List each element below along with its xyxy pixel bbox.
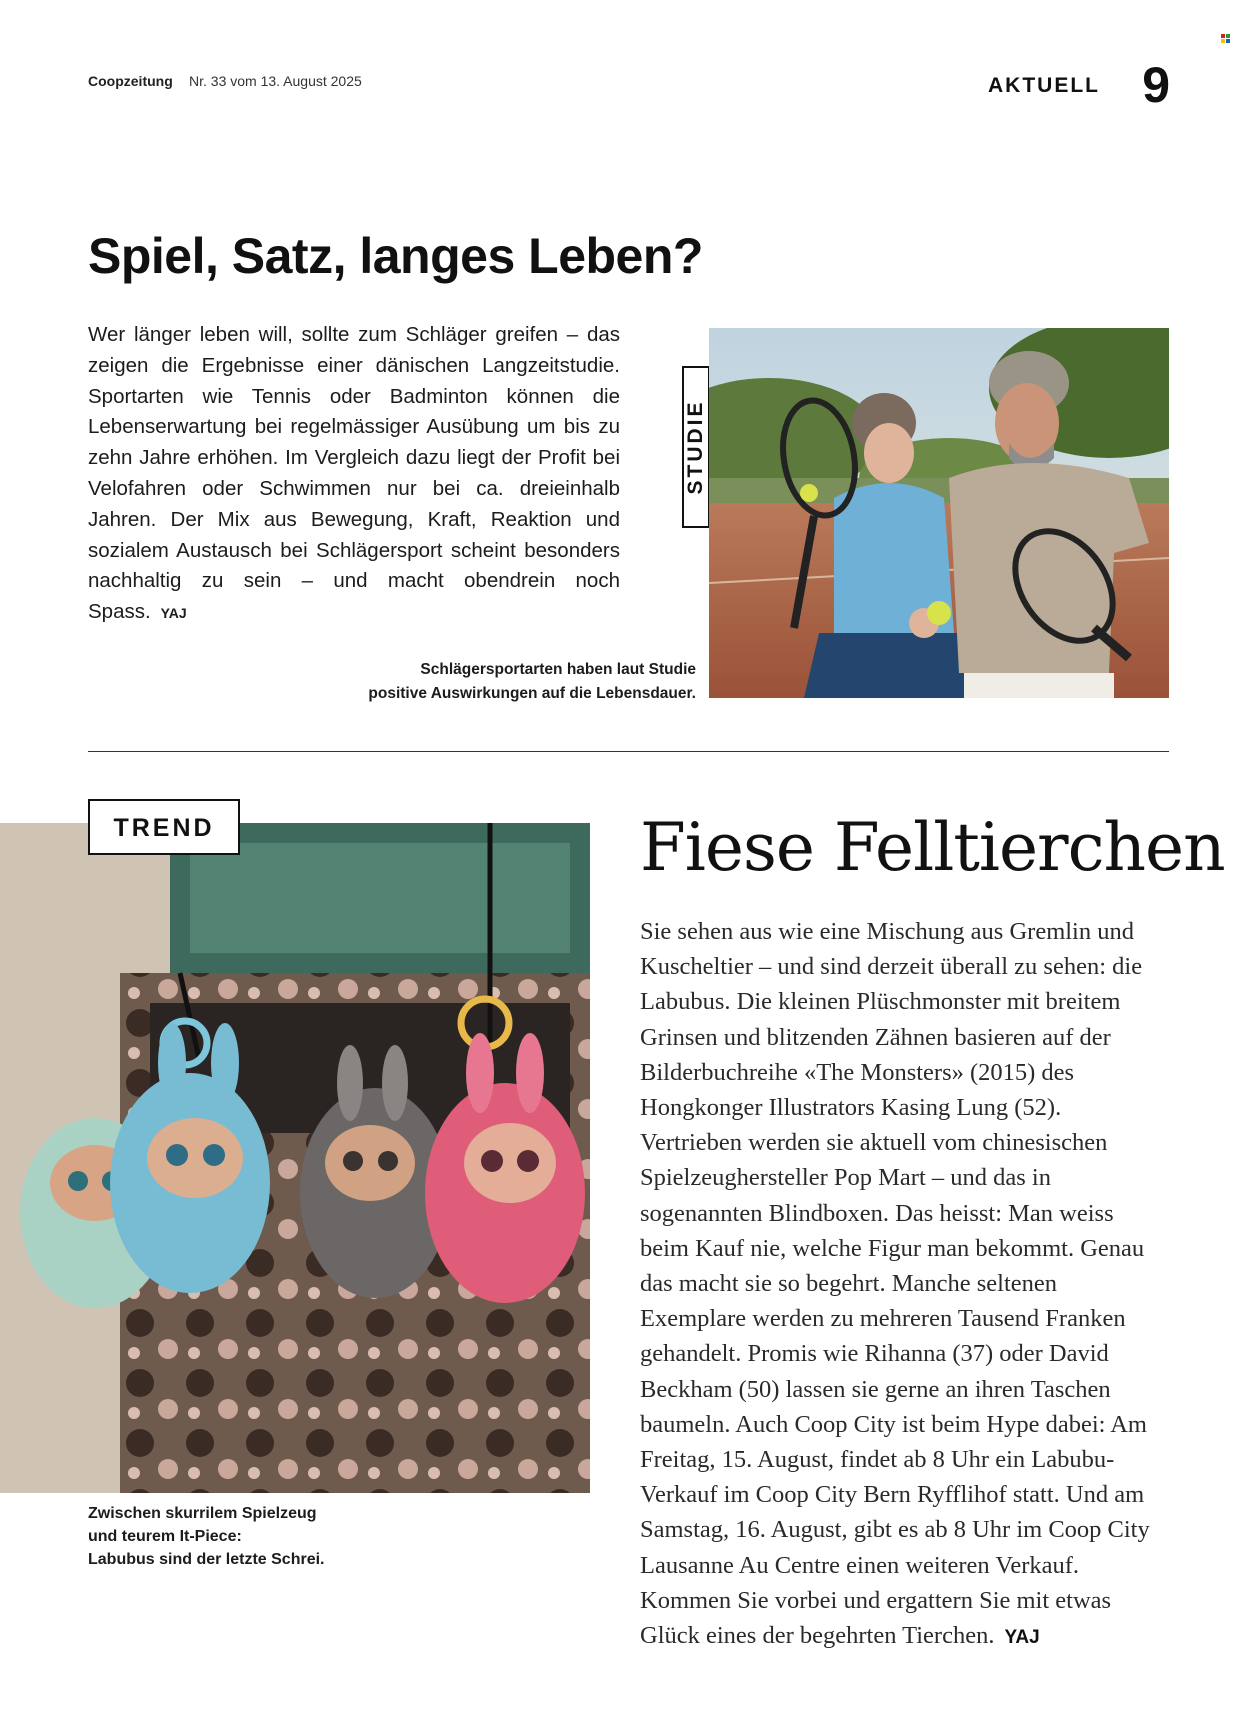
labubu-photo [0,823,590,1493]
article2-caption [88,1502,418,1571]
article2-caption-line2: und teurem It-Piece: [88,1528,242,1545]
article1-caption-line2: positive Auswirkungen auf die Lebensdauer. [368,685,696,702]
article1-caption [330,658,696,706]
tennis-photo-illustration [709,328,1169,698]
article2-caption-line1: Zwischen skurrilem Spielzeug [88,1505,317,1522]
section-title: AKTUELL [988,74,1100,97]
section-divider [88,751,1169,752]
article2-caption-line3: Labubus sind der letzte Schrei. [88,1551,325,1568]
article2-author: YAJ [1004,1627,1040,1649]
article2-body [640,914,1165,1655]
article1-author: YAJ [160,605,187,622]
article2-body-text: Sie sehen aus wie eine Mischung aus Gremlin und Kuscheltier – und sind derzeit überall zu sehen: die Labubus. Die kleinen Plüschmonster mit breitem Grinsen und blitzenden Zähnen basieren auf der Bilderbuchreihe «The Monsters» (2015) des Hongkonger Illustrators Kasing Lung (52). Vertrieben werden sie aktuell vom chinesischen Spielzeughersteller Pop Mart – und das in sogenannten Blindboxen. Das heisst: Man weiss beim Kauf nie, welche Figur man bekommt. Genau das macht sie so begehrt. Manche seltenen Exemplare werden zu mehreren Tausend Franken gehandelt. Promis wie Rihanna (37) oder David Beckham (50) lassen sie gerne an ihren Taschen baumeln. Auch Coop City ist beim Hype dabei: Am Freitag, 15. August, findet ab 8 Uhr ein Labubu-Verkauf im Coop City Bern Ryfflihof statt. Und am Samstag, 16. August, gibt es ab 8 Uhr im Coop City Lausanne Au Centre einen weiteren Verkauf. Kommen Sie vorbei und ergattern Sie mit etwas Glück eines der begehrten Tierchen. [640,918,1150,1650]
article1-caption-line1: Schlägersportarten haben laut Studie [420,661,696,678]
issue-info: Nr. 33 vom 13. August 2025 [189,73,362,89]
label-trend [88,799,240,855]
labubu-photo-illustration [0,823,590,1493]
article1-body-text: Wer länger leben will, sollte zum Schläger greifen – das zeigen die Ergebnisse einer dänischen Langzeitstudie. Sportarten wie Tennis oder Badminton können die Lebenserwartung bei regelmässiger Ausübung um bis zu zehn Jahre erhöhen. Im Vergleich dazu liegt der Profit bei Velofahren oder Schwimmen nur bei ca. dreieinhalb Jahren. Der Mix aus Bewegung, Kraft, Reaktion und sozialem Austausch bei Schlägersport scheint besonders nachhaltig zu sein – und macht obendrein noch Spass. [88,323,620,624]
label-studie-text: STUDIE [684,399,707,495]
page-number: 9 [1142,57,1170,113]
label-trend-text: TREND [113,814,215,842]
registration-mark-icon [1221,34,1230,43]
article2-headline: Fiese Felltierchen [640,809,1225,886]
tennis-couple-photo [709,328,1169,698]
label-studie [682,366,710,528]
article1-body [88,320,620,629]
article1-headline: Spiel, Satz, langes Leben? [88,228,703,284]
publication-name: Coopzeitung [88,73,173,89]
